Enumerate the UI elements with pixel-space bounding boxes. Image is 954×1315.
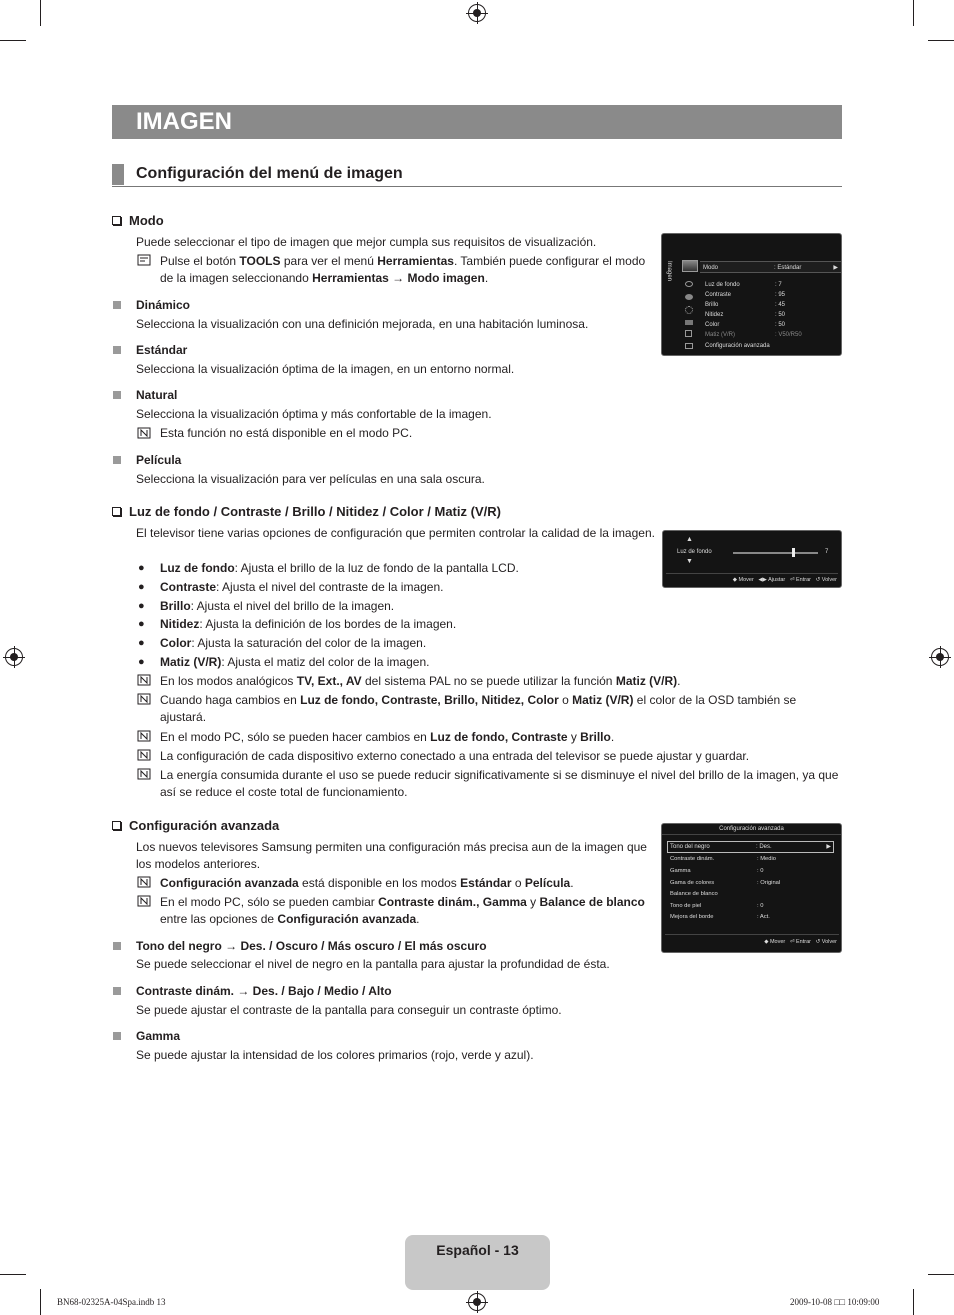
square-bullet-icon [113, 1032, 121, 1040]
bullet-icon: ● [138, 637, 145, 649]
adjust-icon: ◀▶ [758, 577, 767, 583]
footer-file: BN68-02325A-04Spa.indb 13 [57, 1297, 166, 1307]
item-title: Gamma [136, 1029, 181, 1043]
item-text: Selecciona la visualización con una definición mejorada, en una habitación luminosa. [136, 317, 589, 331]
modo-intro: Puede seleccionar el tipo de imagen que mejor cumpla sus requisitos de visualización. [136, 235, 597, 249]
square-bullet-icon [113, 456, 121, 464]
note-icon [137, 427, 151, 439]
slider-track[interactable] [733, 552, 818, 554]
note-icon [137, 730, 151, 742]
osd-row-selected[interactable]: Tono del negro : Des. ▶ [667, 841, 834, 853]
item-title: Natural [136, 388, 178, 402]
note-icon [137, 674, 151, 686]
bullet-item: Brillo: Ajusta el nivel del brillo de la imagen. [160, 599, 395, 613]
registration-mark-icon [468, 4, 486, 22]
section-header [112, 162, 842, 187]
bullet-item: Luz de fondo: Ajusta el brillo de la luz de fondo de la pantalla LCD. [160, 561, 519, 575]
tools-note: Pulse el botón TOOLS para ver el menú Herramientas. También puede configurar el modo de la imagen seleccionando Herramientas → Modo imagen. [160, 254, 646, 285]
note-icon [137, 876, 151, 888]
note-text: La energía consumida durante el uso se puede reducir significativamente si se disminuye el nivel del brillo de la imagen, ya que así se reduce el coste total de funcionamiento. [160, 768, 839, 799]
square-bullet-icon [113, 987, 121, 995]
sound-icon [685, 281, 693, 287]
down-arrow-icon: ▼ [686, 558, 693, 565]
bullet-icon: ● [138, 562, 145, 574]
osd-side-label: Imagen [666, 261, 672, 282]
osd-footer: ◆ Mover ◀▶ Ajustar ⏎ Entrar ↺ Volver [732, 577, 837, 583]
registration-mark-icon [5, 648, 23, 666]
item-text: Selecciona la visualización para ver películas en una sala oscura. [136, 472, 485, 486]
note-icon [137, 693, 151, 705]
picture-icon [682, 260, 698, 272]
note-text: Cuando haga cambios en Luz de fondo, Contraste, Brillo, Nitidez, Color o Matiz (V/R) el color de la OSD también se ajustará. [160, 693, 797, 724]
square-bullet-icon [113, 942, 121, 950]
bullet-item: Color: Ajusta la saturación del color de la imagen. [160, 636, 427, 650]
right-arrow-icon: ▶ [826, 844, 831, 850]
support-icon [685, 343, 693, 349]
osd-slider-value: 7 [825, 549, 829, 555]
note-text: En el modo PC, sólo se pueden hacer cambios en Luz de fondo, Contraste y Brillo. [160, 730, 615, 744]
avanzada-intro: Los nuevos televisores Samsung permiten una configuración más precisa aun de la imagen que los modelos anteriores. [136, 840, 647, 871]
note-text: La configuración de cada dispositivo externo conectado a una entrada del televisor se puede ajustar y guardar. [160, 749, 750, 763]
footer-date: 2009-10-08 □□ 10:09:00 [790, 1297, 880, 1307]
return-icon: ↺ [815, 939, 821, 945]
setup-icon [685, 306, 693, 314]
osd-mode-row[interactable]: Modo : Estándar ▶ [700, 261, 841, 273]
bullet-icon: ● [138, 581, 145, 593]
square-bullet-icon [113, 346, 121, 354]
enter-icon: ⏎ [789, 939, 795, 945]
up-arrow-icon: ▲ [686, 536, 693, 543]
avanzada-heading: Configuración avanzada [112, 817, 279, 834]
enter-icon: ⏎ [789, 577, 795, 583]
bullet-icon: ● [138, 600, 145, 612]
move-icon: ◆ [732, 577, 738, 583]
note-text: En los modos analógicos TV, Ext., AV del sistema PAL no se puede utilizar la función Matiz (V/R). [160, 674, 681, 688]
page-title: IMAGEN [112, 105, 842, 139]
osd-picture-menu: Imagen Modo : Estándar ▶ Luz de fondo : 7 Contraste : 95 Brillo : 45 Nitidez : 50 Color : 50 Matiz (V/R) : V50/R50 Configuración avanzada [661, 233, 842, 356]
note-icon [137, 749, 151, 761]
item-title: Estándar [136, 343, 188, 357]
luz-intro: El televisor tiene varias opciones de configuración que permiten controlar la calidad de la imagen. [136, 526, 655, 540]
modo-heading: Modo [112, 212, 164, 229]
square-bullet-icon [113, 391, 121, 399]
note-text: Esta función no está disponible en el modo PC. [160, 426, 413, 440]
item-title: Película [136, 453, 182, 467]
item-text: Se puede ajustar la intensidad de los colores primarios (rojo, verde y azul). [136, 1048, 534, 1062]
bullet-item: Nitidez: Ajusta la definición de los bordes de la imagen. [160, 617, 457, 631]
return-icon: ↺ [815, 577, 821, 583]
luz-heading: Luz de fondo / Contraste / Brillo / Nitidez / Color / Matiz (V/R) [112, 503, 501, 520]
item-text: Selecciona la visualización óptima de la imagen, en un entorno normal. [136, 362, 515, 376]
right-arrow-icon: ▶ [833, 265, 838, 271]
note-text: Configuración avanzada está disponible en los modos Estándar o Película. [160, 876, 574, 890]
item-title: Tono del negro → Des. / Oscuro / Más oscuro / El más oscuro [136, 939, 487, 953]
osd-backlight-slider [662, 530, 842, 588]
osd-advanced-menu: Configuración avanzada Tono del negro : Des. ▶ Contraste dinám. : Medio Gamma : 0 Gama de colores : Original Balance de blanco Tono de piel : 0 Mejora del borde : Act. ◆ Mover ⏎ Entrar ↺ Volver [661, 823, 842, 953]
bullet-item: Matiz (V/R): Ajusta el matiz del color de la imagen. [160, 655, 430, 669]
note-icon [137, 768, 151, 780]
tools-remote-icon [137, 254, 151, 266]
note-text: En el modo PC, sólo se pueden cambiar Contraste dinám., Gamma y Balance de blanco entre las opciones de Configuración avanzada. [160, 895, 645, 926]
registration-mark-icon [931, 648, 949, 666]
move-icon: ◆ [764, 939, 769, 945]
item-text: Se puede ajustar el contraste de la pantalla para conseguir un contraste óptimo. [136, 1003, 562, 1017]
osd-footer: ◆ Mover ⏎ Entrar ↺ Volver [764, 939, 837, 945]
square-bullet-icon [113, 301, 121, 309]
input-icon [685, 320, 693, 325]
bullet-icon: ● [138, 618, 145, 630]
section-title: Configuración del menú de imagen [136, 165, 403, 182]
registration-mark-icon [468, 1293, 486, 1311]
bullet-item: Contraste: Ajusta el nivel del contraste de la imagen. [160, 580, 444, 594]
item-title: Contraste dinám. → Des. / Bajo / Medio / Alto [136, 984, 392, 998]
bullet-icon: ● [138, 656, 145, 668]
page-number-tab: Español - 13 [405, 1235, 550, 1290]
note-icon [137, 895, 151, 907]
item-text: Selecciona la visualización óptima y más confortable de la imagen. [136, 407, 492, 421]
osd-title: Configuración avanzada [662, 824, 841, 835]
osd-slider-label: Luz de fondo [677, 549, 712, 555]
channel-icon [685, 294, 693, 300]
slider-thumb[interactable] [792, 548, 795, 557]
item-title: Dinámico [136, 298, 191, 312]
item-text: Se puede seleccionar el nivel de negro en la pantalla para ajustar la profundidad de ésta. [136, 957, 610, 971]
application-icon [685, 330, 692, 337]
